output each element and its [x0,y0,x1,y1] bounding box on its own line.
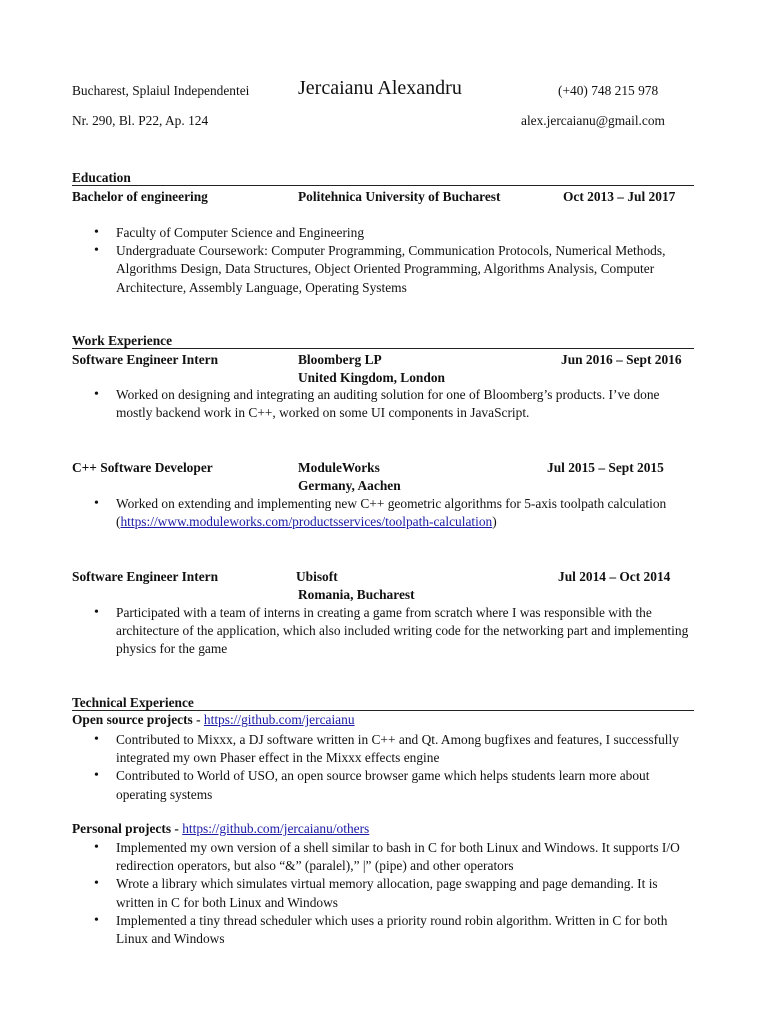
bullet-text: Worked on extending and implementing new C++ geometric algorithms for 5-axis toolpath calculation ( [116,496,667,530]
list-item: • Wrote a library which simulates virtual memory allocation, page swapping and page demanding. It is written in C for both Linux and Windows [72,875,698,911]
open-source-label: Open source projects - [72,712,204,727]
education-dates: Oct 2013 – Jul 2017 [563,189,676,204]
job-location: United Kingdom, London [298,370,445,385]
job-company: ModuleWorks [298,460,380,475]
list-item: • Contributed to Mixxx, a DJ software written in C++ and Qt. Among bugfixes and features, I successfully integrated my own Phaser effect in the Mixxx effects engine [72,731,698,767]
personal-projects-row [72,821,369,837]
education-bullets [72,224,698,297]
job-company: Bloomberg LP [298,352,382,367]
technical-experience-heading: Technical Experience [72,695,694,711]
list-item: • Undergraduate Coursework: Computer Programming, Communication Protocols, Numerical Methods, Algorithms Design, Data Structures, Object Oriented Programming, Algorithms Analysis, Computer Architecture, Assembly Language, Operating Systems [72,242,698,297]
list-item: • Worked on designing and integrating an auditing solution for one of Bloomberg’s products. I’ve done mostly backend work in C++, worked on some UI components in JavaScript. [72,386,698,422]
job-row [72,568,694,586]
work-experience-heading: Work Experience [72,333,694,349]
list-item: • Participated with a team of interns in creating a game from scratch where I was responsible with the architecture of the application, which also included writing code for the networking part and implementing physics for the game [72,604,698,659]
address-line-2: Nr. 290, Bl. P22, Ap. 124 [72,113,209,128]
phone-number: (+40) 748 215 978 [558,83,659,98]
github-others-link[interactable]: https://github.com/jercaianu/others [182,821,370,836]
degree: Bachelor of engineering [72,189,208,204]
open-source-row [72,712,355,728]
job-dates: Jul 2015 – Sept 2015 [547,460,664,475]
candidate-name: Jercaianu Alexandru [298,77,462,99]
job-row [72,351,694,369]
education-row [72,188,694,206]
email-address: alex.jercaianu@gmail.com [521,113,665,128]
job-location: Romania, Bucharest [298,587,415,602]
list-item: • Implemented a tiny thread scheduler which uses a priority round robin algorithm. Written in C for both Linux and Windows [72,912,698,948]
list-item [72,495,698,531]
list-item: • Implemented my own version of a shell similar to bash in C for both Linux and Windows. It supports I/O redirection operators, but also “&” (paralel),” |” (pipe) and other operators [72,839,698,875]
open-source-bullets [72,731,698,804]
job-company: Ubisoft [296,569,338,584]
list-item: • Faculty of Computer Science and Engineering [72,224,698,242]
job-dates: Jun 2016 – Sept 2016 [561,352,682,367]
job-bullets [72,495,698,531]
job-location-row [72,477,694,495]
job-location-row [72,586,694,604]
toolpath-calculation-link[interactable]: https://www.moduleworks.com/productsservices/toolpath-calculation [120,514,493,530]
job-row [72,459,694,477]
job-title: Software Engineer Intern [72,352,219,367]
job-location: Germany, Aachen [298,478,401,493]
job-bullets [72,604,698,659]
job-dates: Jul 2014 – Oct 2014 [558,569,671,584]
personal-project-bullets [72,839,698,948]
address-line-1: Bucharest, Splaiul Independentei [72,83,250,98]
school: Politehnica University of Bucharest [298,189,501,204]
job-bullets [72,386,698,422]
education-heading: Education [72,170,694,186]
bullet-text: ) [492,514,497,530]
github-link[interactable]: https://github.com/jercaianu [203,712,355,727]
job-title: C++ Software Developer [72,460,213,475]
personal-projects-label: Personal projects - [72,821,183,836]
job-location-row [72,369,694,387]
job-title: Software Engineer Intern [72,569,219,584]
list-item: • Contributed to World of USO, an open source browser game which helps students learn more about operating systems [72,767,698,803]
